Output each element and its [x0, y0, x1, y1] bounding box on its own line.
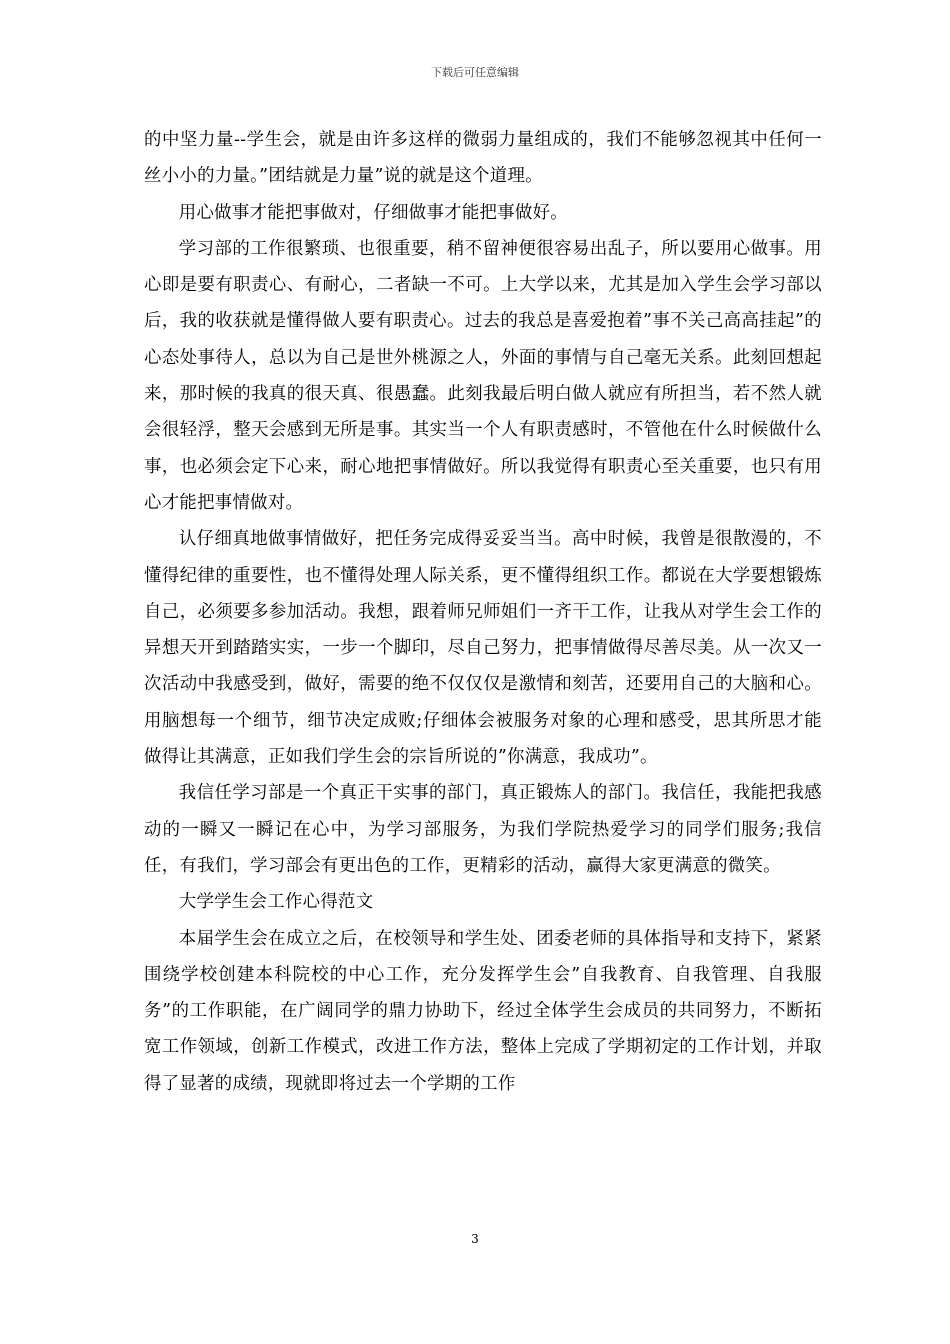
paragraph: 我信任学习部是一个真正干实事的部门，真正锻炼人的部门。我信任，我能把我感动的一瞬又一瞬记在心中，为学习部服务，为我们学院热爱学习的同学们服务;我信任，有我们，学习部会有更出色的工作，更精彩的活动，赢得大家更满意的微笑。	[144, 783, 822, 876]
paragraph: 用心做事才能把事做对，仔细做事才能把事做好。	[178, 202, 568, 223]
page-number: 3	[471, 1232, 479, 1246]
page-header: 下载后可任意编辑	[431, 66, 519, 79]
paragraph: 的中坚力量--学生会，就是由许多这样的微弱力量组成的，我们不能够忽视其中任何一丝小小的力量。”团结就是力量”说的就是这个道理。	[144, 130, 822, 187]
document-body	[144, 122, 822, 1102]
paragraph: 学习部的工作很繁琐、也很重要，稍不留神便很容易出乱子，所以要用心做事。用心即是要有职责心、有耐心，二者缺一不可。上大学以来，尤其是加入学生会学习部以后，我的收获就是懂得做人要有职责心。过去的我总是喜爱抱着”事不关己高高挂起”的心态处事待人，总以为自己是世外桃源之人，外面的事情与自己毫无关系。此刻回想起来，那时候的我真的很天真、很愚蠢。此刻我最后明白做人就应有所担当，若不然人就会很轻浮，整天会感到无所是事。其实当一个人有职责感时，不管他在什么时候做什么事，也必须会定下心来，耐心地把事情做好。所以我觉得有职责心至关重要，也只有用心才能把事情做对。	[144, 238, 822, 513]
section-heading: 大学学生会工作心得范文	[178, 892, 374, 913]
paragraph: 认仔细真地做事情做好，把任务完成得妥妥当当。高中时候，我曾是很散漫的，不懂得纪律的重要性，也不懂得处理人际关系，更不懂得组织工作。都说在大学要想锻炼自己，必须要多参加活动。我想，跟着师兄师姐们一齐干工作，让我从对学生会工作的异想天开到踏踏实实，一步一个脚印，尽自己努力，把事情做得尽善尽美。从一次又一次活动中我感受到，做好，需要的绝不仅仅仅是激情和刻苦，还要用自己的大脑和心。用脑想每一个细节，细节决定成败;仔细体会被服务对象的心理和感受，思其所思才能做得让其满意，正如我们学生会的宗旨所说的”你满意，我成功”。	[144, 529, 822, 768]
paragraph: 本届学生会在成立之后，在校领导和学生处、团委老师的具体指导和支持下，紧紧围绕学校创建本科院校的中心工作，充分发挥学生会”自我教育、自我管理、自我服务”的工作职能，在广阔同学的鼎力协助下，经过全体学生会成员的共同努力，不断拓宽工作领域，创新工作模式，改进工作方法，整体上完成了学期初定的工作计划，并取得了显著的成绩，现就即将过去一个学期的工作	[144, 928, 822, 1094]
